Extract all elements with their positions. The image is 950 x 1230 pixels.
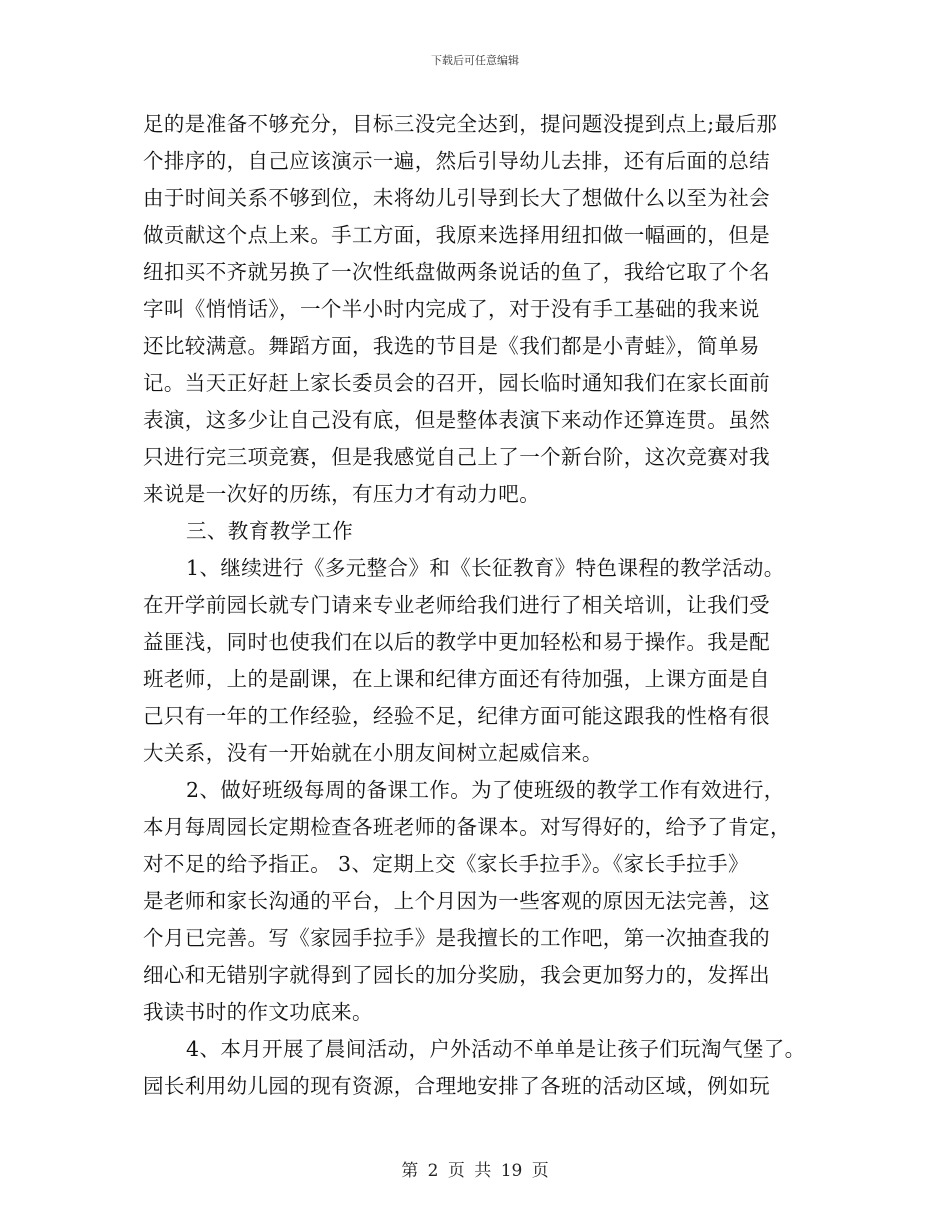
text-line: 2、做好班级每周的备课工作。为了使班级的教学工作有效进行， bbox=[186, 778, 785, 802]
text-line: 做贡献这个点上来。手工方面，我原来选择用纽扣做一幅画的，但是 bbox=[143, 223, 770, 247]
text-line: 三、教育教学工作 bbox=[186, 519, 354, 543]
page-header: 下载后可任意编辑 bbox=[431, 54, 519, 67]
page-footer: 第 2 页 共 19 页 bbox=[401, 1161, 549, 1181]
text-line: 记。当天正好赶上家长委员会的召开，园长临时通知我们在家长面前 bbox=[143, 371, 770, 395]
text-line: 在开学前园长就专门请来专业老师给我们进行了相关培训，让我们受 bbox=[143, 593, 770, 617]
text-line: 是老师和家长沟通的平台，上个月因为一些客观的原因无法完善，这 bbox=[143, 889, 770, 913]
text-line: 只进行完三项竞赛，但是我感觉自己上了一个新台阶，这次竞赛对我 bbox=[143, 445, 770, 469]
text-line: 细心和无错别字就得到了园长的加分奖励，我会更加努力的，发挥出 bbox=[143, 963, 770, 987]
text-line: 对不足的给予指正。 3、定期上交《家长手拉手》。《家长手拉手》 bbox=[143, 852, 749, 876]
text-line: 个月已完善。写《家园手拉手》是我擅长的工作吧，第一次抽查我的 bbox=[143, 926, 770, 950]
text-line: 字叫《悄悄话》，一个半小时内完成了，对于没有手工基础的我来说 bbox=[143, 297, 760, 321]
text-line: 大关系，没有一开始就在小朋友间树立起威信来。 bbox=[143, 741, 603, 765]
text-line: 1、继续进行《多元整合》和《长征教育》特色课程的教学活动。 bbox=[186, 556, 785, 580]
document-body bbox=[143, 106, 823, 1105]
text-line: 个排序的，自己应该演示一遍，然后引导幼儿去排，还有后面的总结 bbox=[143, 149, 770, 173]
text-line: 由于时间关系不够到位，未将幼儿引导到长大了想做什么以至为社会 bbox=[143, 186, 770, 210]
text-line: 园长利用幼儿园的现有资源，合理地安排了各班的活动区域，例如玩 bbox=[143, 1074, 770, 1098]
text-line: 我读书时的作文功底来。 bbox=[143, 1000, 373, 1024]
text-line: 还比较满意。舞蹈方面，我选的节目是《我们都是小青蛙》，简单易 bbox=[143, 334, 760, 358]
text-line: 来说是一次好的历练，有压力才有动力吧。 bbox=[143, 482, 541, 506]
text-line: 表演，这多少让自己没有底，但是整体表演下来动作还算连贯。虽然 bbox=[143, 408, 770, 432]
text-line: 本月每周园长定期检查各班老师的备课本。对写得好的，给予了肯定， bbox=[143, 815, 791, 839]
text-line: 足的是准备不够充分，目标三没完全达到，提问题没提到点上;最后那 bbox=[143, 112, 778, 136]
text-line: 益匪浅，同时也使我们在以后的教学中更加轻松和易于操作。我是配 bbox=[143, 630, 770, 654]
text-line: 己只有一年的工作经验，经验不足，纪律方面可能这跟我的性格有很 bbox=[143, 704, 770, 728]
text-line: 班老师，上的是副课，在上课和纪律方面还有待加强，上课方面是自 bbox=[143, 667, 770, 691]
text-line: 4、本月开展了晨间活动，户外活动不单单是让孩子们玩淘气堡了。 bbox=[186, 1037, 806, 1061]
text-line: 纽扣买不齐就另换了一次性纸盘做两条说话的鱼了，我给它取了个名 bbox=[143, 260, 770, 284]
